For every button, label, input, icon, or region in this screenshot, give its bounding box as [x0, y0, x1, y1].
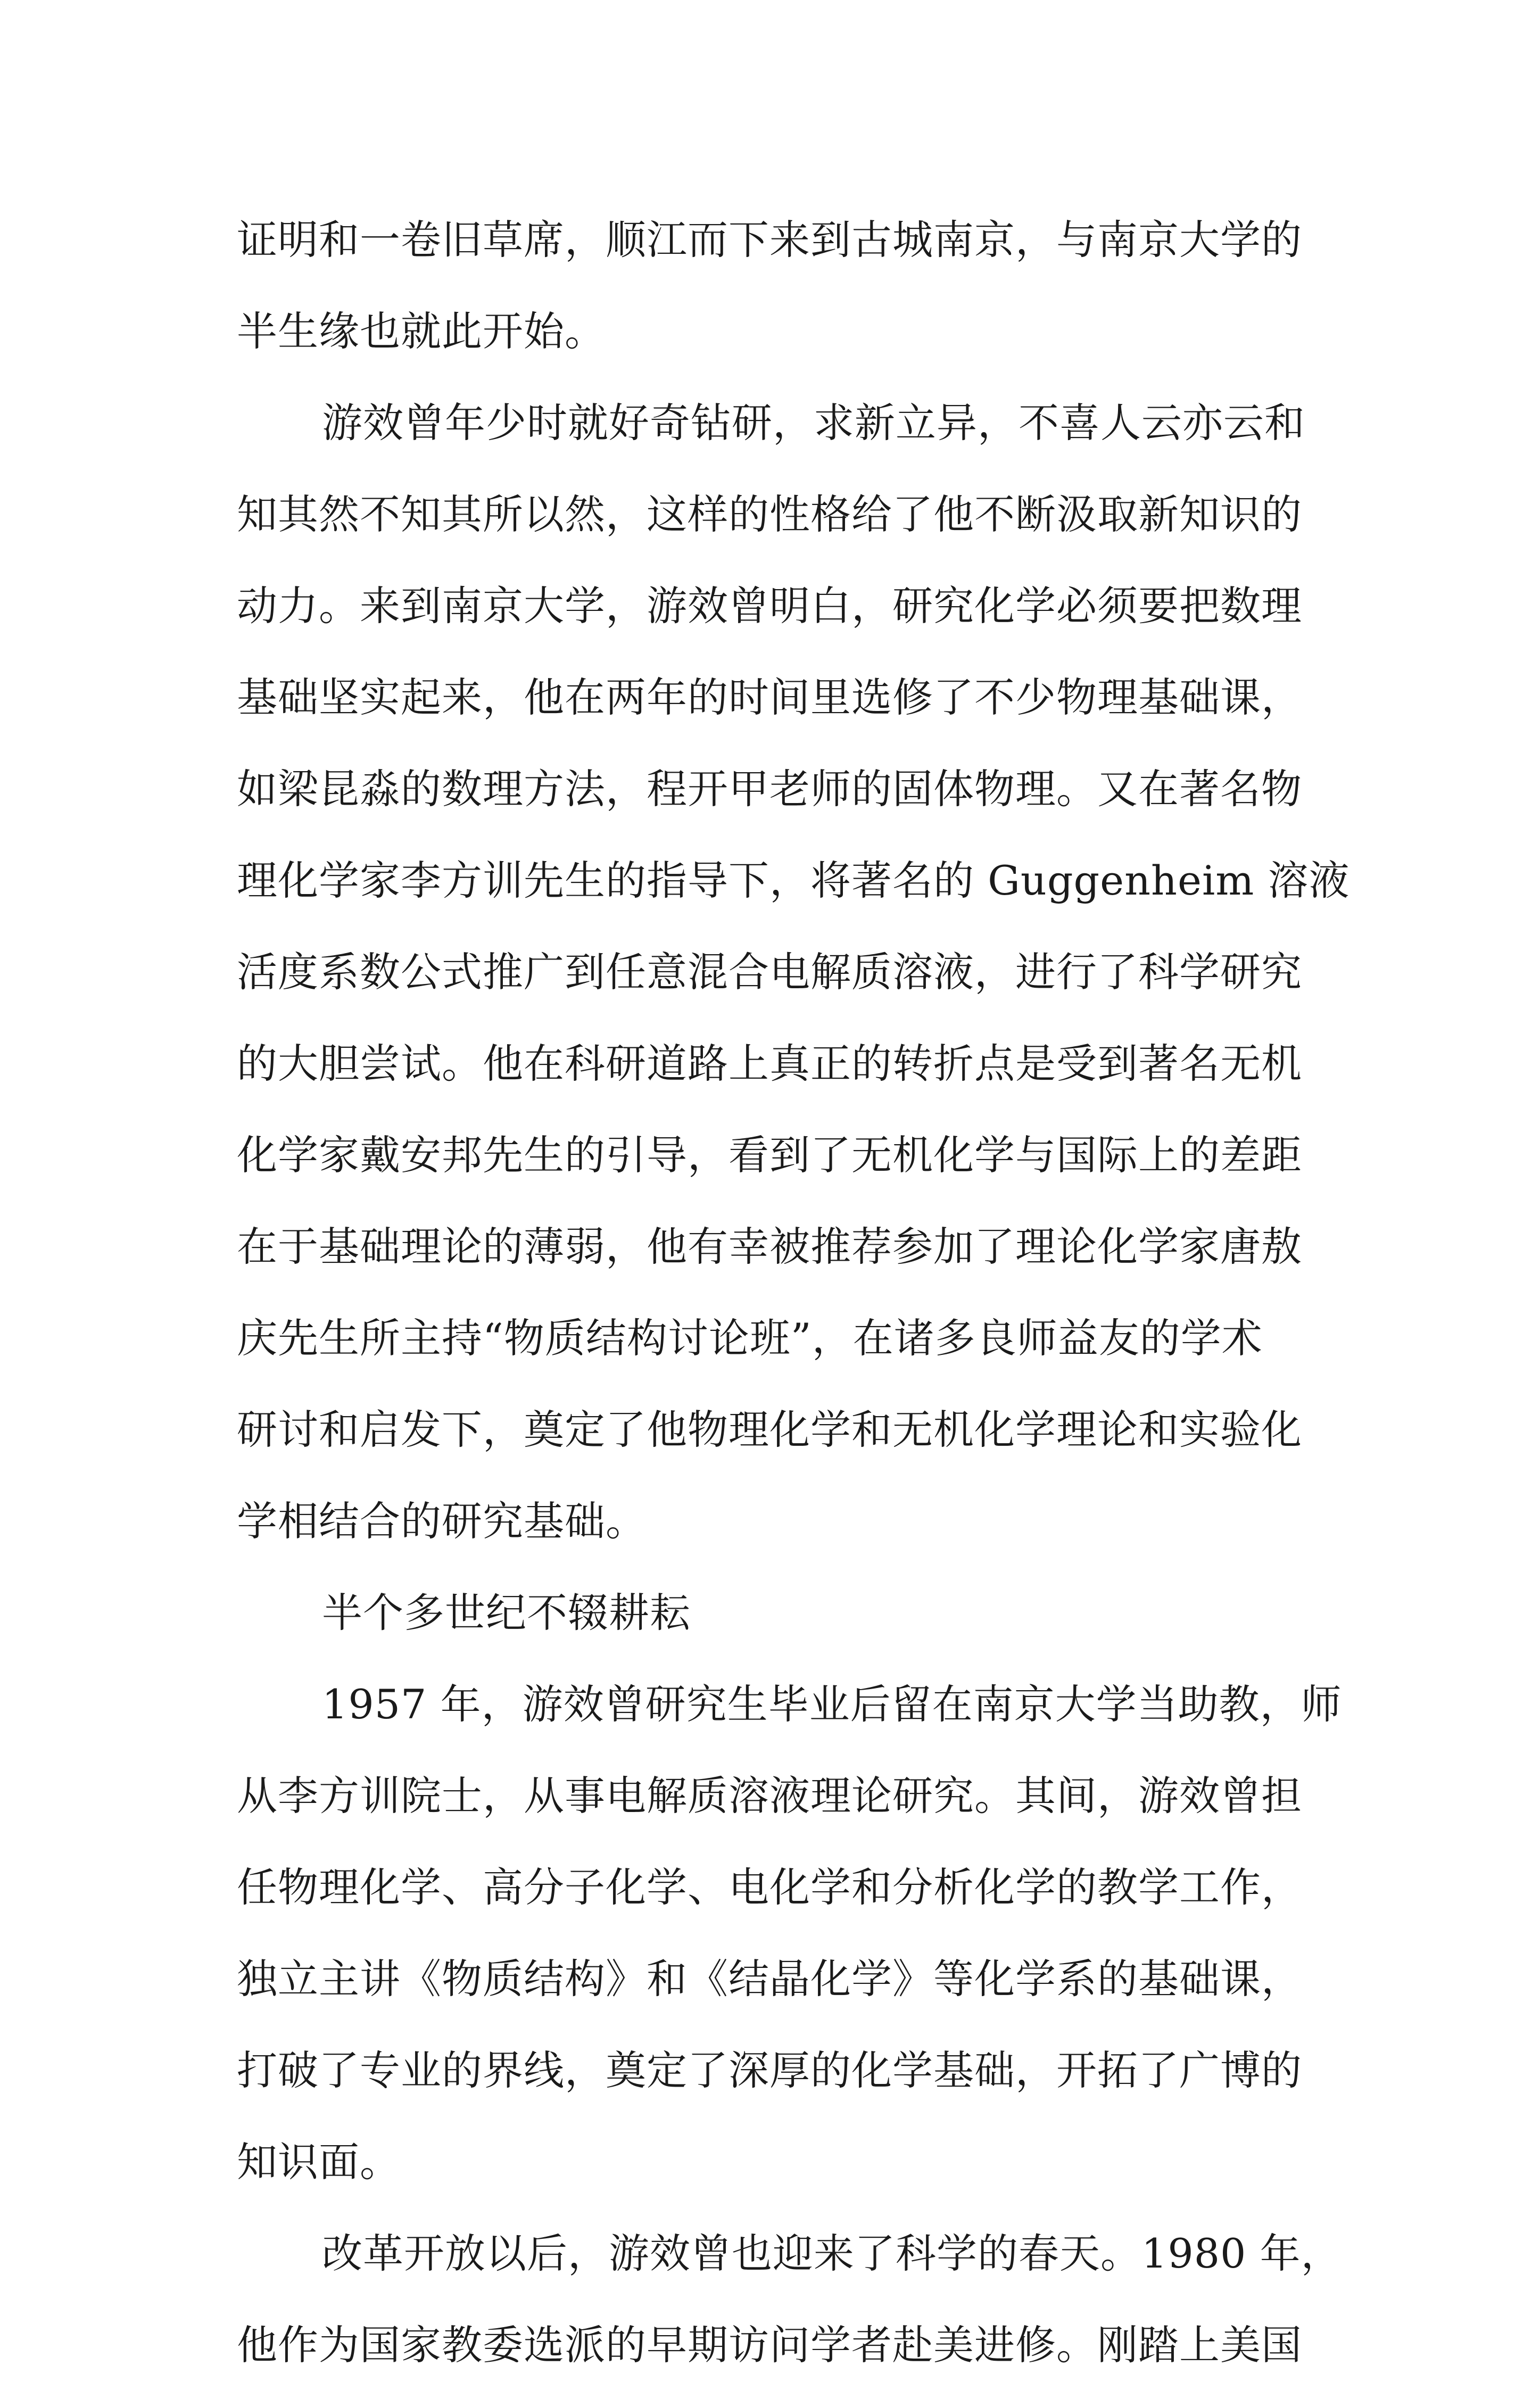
text-line: 在于基础理论的薄弱，他有幸被推荐参加了理论化学家唐敖 — [237, 1223, 1302, 1270]
text-line: 知识面。 — [237, 2138, 401, 2186]
text-line: 证明和一卷旧草席，顺江而下来到古城南京，与南京大学的 — [237, 216, 1302, 263]
text-line: 独立主讲《物质结构》和《结晶化学》等化学系的基础课， — [237, 1955, 1302, 2003]
paragraph-start-line: 1957 年，游效曾研究生毕业后留在南京大学当助教，师 — [322, 1681, 1342, 1728]
text-line: 打破了专业的界线，奠定了深厚的化学基础，开拓了广博的 — [237, 2047, 1302, 2094]
text-line: 基础坚实起来，他在两年的时间里选修了不少物理基础课， — [237, 674, 1302, 721]
text-line: 他作为国家教委选派的早期访问学者赴美进修。刚踏上美国 — [237, 2321, 1302, 2369]
paragraph-start-line: 游效曾年少时就好奇钻研，求新立异，不喜人云亦云和 — [322, 399, 1305, 446]
text-line: 任物理化学、高分子化学、电化学和分析化学的教学工作， — [237, 1864, 1302, 1911]
body-text — [237, 194, 1350, 2391]
text-line: 如梁昆淼的数理方法，程开甲老师的固体物理。又在著名物 — [237, 765, 1302, 813]
paragraph-start-line: 改革开放以后，游效曾也迎来了科学的春天。1980 年， — [322, 2230, 1342, 2277]
text-line: 知其然不知其所以然，这样的性格给了他不断汲取新知识的 — [237, 491, 1302, 538]
text-line: 庆先生所主持“物质结构讨论班”，在诸多良师益友的学术 — [237, 1314, 1263, 1362]
text-line: 化学家戴安邦先生的引导，看到了无机化学与国际上的差距 — [237, 1131, 1302, 1179]
text-line: 半生缘也就此开始。 — [237, 308, 606, 355]
text-line: 从李方训院士，从事电解质溶液理论研究。其间，游效曾担 — [237, 1772, 1302, 1819]
text-line: 的大胆尝试。他在科研道路上真正的转折点是受到著名无机 — [237, 1040, 1302, 1087]
text-line: 学相结合的研究基础。 — [237, 1498, 647, 1545]
text-line: 活度系数公式推广到任意混合电解质溶液，进行了科学研究 — [237, 948, 1302, 996]
section-heading: 半个多世纪不辍耕耘 — [322, 1589, 691, 1636]
text-line: 动力。来到南京大学，游效曾明白，研究化学必须要把数理 — [237, 582, 1302, 630]
text-line: 研讨和启发下，奠定了他物理化学和无机化学理论和实验化 — [237, 1406, 1302, 1453]
text-line: 理化学家李方训先生的指导下，将著名的 Guggenheim 溶液 — [237, 857, 1350, 904]
